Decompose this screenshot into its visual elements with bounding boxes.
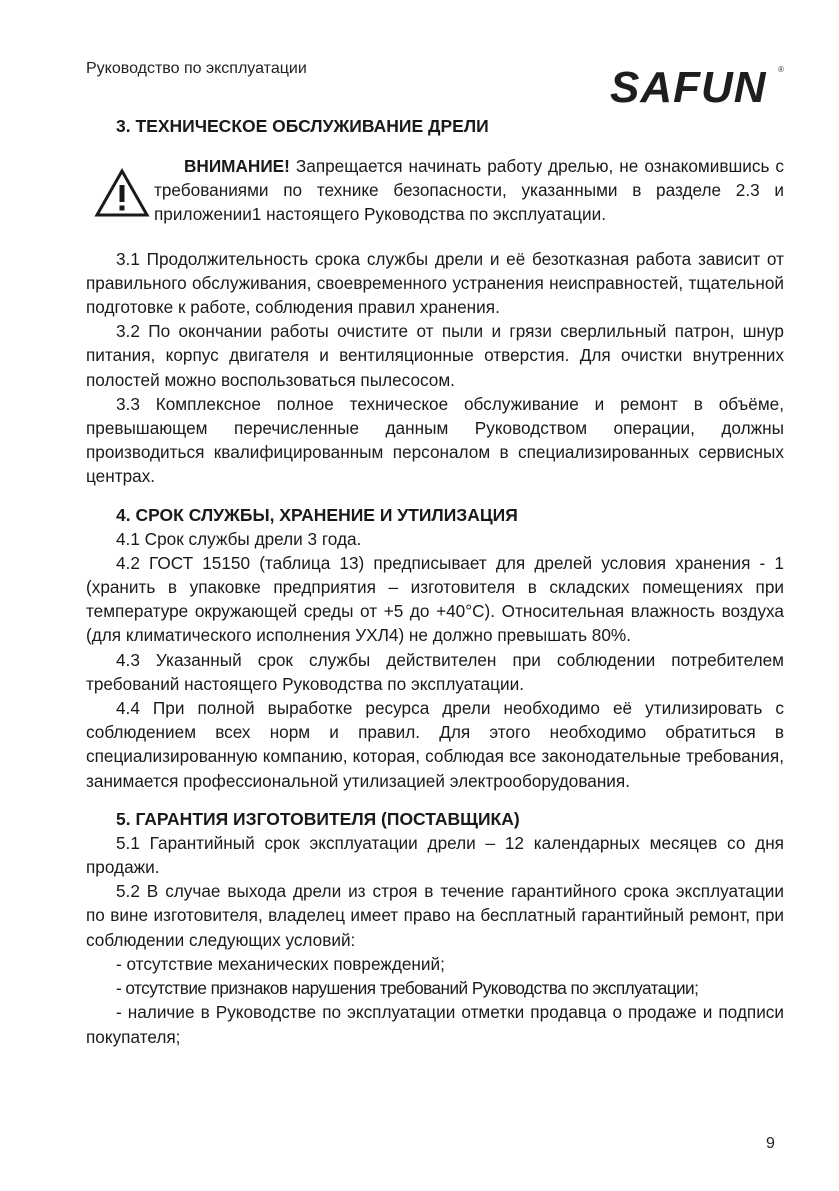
safun-logo — [608, 62, 790, 108]
warning-body: Запрещается начинать работу дрелью, не ознакомившись с требованиями по технике безопасности, указанными в разделе 2.3 и приложении1 настоящего Руководства по эксплуатации. — [154, 156, 784, 225]
warning-triangle-icon — [94, 168, 150, 218]
logo-registered-mark: ® — [778, 65, 784, 74]
page-number: 9 — [766, 1135, 775, 1152]
warning-lead: ВНИМАНИЕ! — [184, 156, 290, 176]
paragraph-3-1: 3.1 Продолжительность срока службы дрели и её безотказная работа зависит от правильного обслуживания, своевременного устранения неисправностей, тщательной подготовке к работе, соблюдения правил хранения. — [86, 248, 784, 318]
condition-item-2: - отсутствие признаков нарушения требований Руководства по эксплуатации; — [116, 978, 699, 999]
condition-item-3: - наличие в Руководстве по эксплуатации отметки продавца о продаже и подписи покупателя; — [86, 1002, 784, 1047]
logo-text: SAFUN — [610, 63, 767, 108]
section5-title: 5. ГАРАНТИЯ ИЗГОТОВИТЕЛЯ (ПОСТАВЩИКА) — [116, 808, 520, 829]
header-title: Руководство по эксплуатации — [86, 60, 307, 77]
paragraph-5-2: 5.2 В случае выхода дрели из строя в течение гарантийного срока эксплуатации по вине изготовителя, владелец имеет право на бесплатный гарантийный ремонт, при соблюдении следующих условий: — [86, 881, 784, 950]
paragraph-3-2: 3.2 По окончании работы очистите от пыли и грязи сверлильный патрон, шнур питания, корпус двигателя и вентиляционные отверстия. Для очистки внутренних полостей можно воспользоваться пылесосом. — [86, 321, 784, 390]
section4-title: 4. СРОК СЛУЖБЫ, ХРАНЕНИЕ И УТИЛИЗАЦИЯ — [116, 504, 518, 525]
paragraph-4-2: 4.2 ГОСТ 15150 (таблица 13) предписывает для дрелей условия хранения - 1 (хранить в упаковке предприятия – изготовителя в складских помещениях при температуре окружающей среды от +5 до +40°C). Относительная влажность воздуха (для климатического исполнения УХЛ4) не должно превышать 80%. — [86, 552, 784, 646]
section3-title: 3. ТЕХНИЧЕСКОЕ ОБСЛУЖИВАНИЕ ДРЕЛИ — [116, 116, 489, 136]
paragraph-4-3: 4.3 Указанный срок службы действителен при соблюдении потребителем требований настоящего Руководства по эксплуатации. — [86, 649, 784, 694]
condition-item-1: - отсутствие механических повреждений; — [116, 953, 445, 974]
paragraph-5-1: 5.1 Гарантийный срок эксплуатации дрели – 12 календарных месяцев со дня продажи. — [86, 832, 784, 878]
paragraph-3-3: 3.3 Комплексное полное техническое обслуживание и ремонт в объёме, превышающем перечисленные данным Руководством операции, должны производиться квалифицированным персоналом в специализированных сервисных центрах. — [86, 393, 784, 487]
paragraph-4-1: 4.1 Срок службы дрели 3 года. — [116, 528, 362, 549]
paragraph-4-4: 4.4 При полной выработке ресурса дрели необходимо её утилизировать с соблюдением всех норм и правил. Для этого необходимо обратиться в специализированную компанию, которая, соблюдая все законодательные требования, занимается профессиональной утилизацией электрооборудования. — [86, 698, 784, 791]
warning-block — [86, 154, 784, 227]
content — [86, 110, 784, 1049]
warning-text — [154, 154, 784, 227]
